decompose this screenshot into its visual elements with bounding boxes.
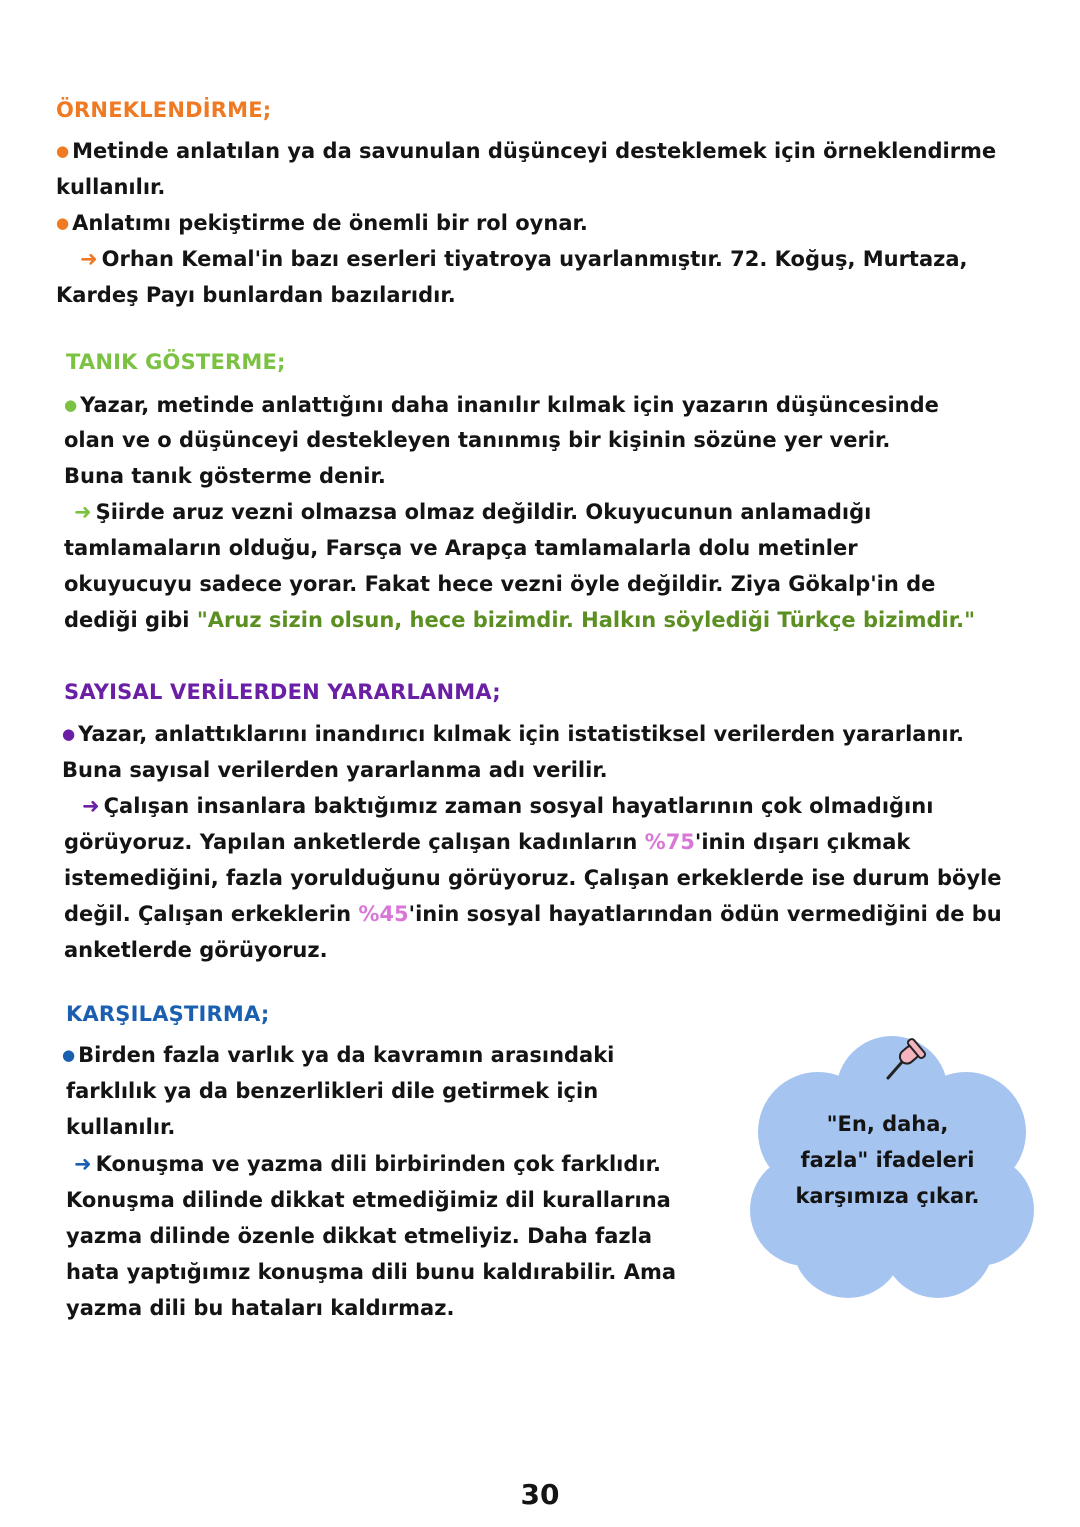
bullet-icon: ● [64, 396, 78, 414]
arrow-right-icon: ➜ [82, 794, 100, 818]
tanik-example: ➜ Şiirde aruz vezni olmazsa olmaz değildir. Okuyucunun anlamadığı [74, 500, 872, 524]
orneklendirme-bullet-2: ● Anlatımı pekiştirme de önemli bir rol oynar. [56, 211, 588, 235]
arrow-right-icon: ➜ [80, 247, 98, 271]
cloud-note-line-1: "En, daha, [826, 1112, 949, 1136]
heading-karsilastirma: KARŞILAŞTIRMA; [66, 1002, 270, 1026]
quote-text: "Aruz sizin olsun, hece bizimdir. Halkın söylediği Türkçe bizimdir." [196, 608, 976, 632]
bullet-icon: ● [62, 725, 76, 743]
orneklendirme-example-cont: Kardeş Payı bunlardan bazılarıdır. [56, 283, 456, 307]
heading-tanik-gosterme: TANIK GÖSTERME; [66, 350, 286, 374]
karsilastirma-example-cont-2: yazma dilinde özenle dikkat etmeliyiz. Daha fazla [66, 1224, 653, 1248]
karsilastirma-example: ➜ Konuşma ve yazma dili birbirinden çok farklıdır. [74, 1152, 661, 1176]
bullet-icon: ● [56, 214, 70, 232]
page-number: 30 [520, 1478, 560, 1511]
arrow-right-icon: ➜ [74, 1152, 92, 1176]
karsilastirma-bullet-cont-2: kullanılır. [66, 1115, 176, 1139]
karsilastirma-example-cont-1: Konuşma dilinde dikkat etmediğimiz dil kurallarına [66, 1188, 671, 1212]
bullet-icon: ● [56, 142, 70, 160]
sayisal-example-cont-3: değil. Çalışan erkeklerin %45'inin sosyal hayatlarından ödün vermediğini de bu [64, 902, 1002, 926]
sayisal-example: ➜ Çalışan insanlara baktığımız zaman sosyal hayatlarının çok olmadığını [82, 794, 934, 818]
sayisal-bullet: ● Yazar, anlattıklarını inandırıcı kılmak için istatistiksel verilerden yararlanır. [62, 722, 964, 746]
karsilastirma-example-cont-3: hata yaptığımız konuşma dili bunu kaldırabilir. Ama [66, 1260, 677, 1284]
heading-sayisal: SAYISAL VERİLERDEN YARARLANMA; [64, 680, 501, 704]
tanik-example-cont-2: okuyucuyu sadece yorar. Fakat hece vezni öyle değildir. Ziya Gökalp'in de [64, 572, 936, 596]
orneklendirme-bullet-1: ● Metinde anlatılan ya da savunulan düşünceyi desteklemek için örneklendirme [56, 139, 997, 163]
tanik-bullet-cont-2: Buna tanık gösterme denir. [64, 464, 386, 488]
percent-value: %45 [358, 902, 409, 926]
karsilastirma-example-cont-4: yazma dili bu hataları kaldırmaz. [66, 1296, 455, 1320]
sayisal-example-cont-1: görüyoruz. Yapılan anketlerde çalışan kadınların %75'inin dışarı çıkmak [64, 830, 911, 854]
tanik-bullet: ● Yazar, metinde anlattığını daha inanılır kılmak için yazarın düşüncesinde [64, 393, 939, 417]
orneklendirme-example: ➜ Orhan Kemal'in bazı eserleri tiyatroya uyarlanmıştır. 72. Koğuş, Murtaza, [80, 247, 968, 271]
orneklendirme-bullet-1-cont: kullanılır. [56, 175, 166, 199]
sayisal-example-cont-2: istemediğini, fazla yorulduğunu görüyoruz. Çalışan erkeklerde ise durum böyle [64, 866, 1002, 890]
tanik-example-cont-1: tamlamaların olduğu, Farsça ve Arapça tamlamalarla dolu metinler [64, 536, 858, 560]
heading-orneklendirme: ÖRNEKLENDİRME; [56, 98, 272, 122]
sayisal-example-cont-4: anketlerde görüyoruz. [64, 938, 328, 962]
tanik-example-quote-line: dediği gibi "Aruz sizin olsun, hece bizimdir. Halkın söylediği Türkçe bizimdir." [64, 608, 976, 632]
karsilastirma-bullet: ● Birden fazla varlık ya da kavramın arasındaki [62, 1043, 615, 1067]
cloud-note-line-2: fazla" ifadeleri [800, 1148, 975, 1172]
sayisal-bullet-cont: Buna sayısal verilerden yararlanma adı verilir. [62, 758, 608, 782]
percent-value: %75 [644, 830, 695, 854]
cloud-note-line-3: karşımıza çıkar. [795, 1184, 980, 1208]
bullet-icon: ● [62, 1046, 76, 1064]
karsilastirma-bullet-cont-1: farklılık ya da benzerlikleri dile getirmek için [66, 1079, 599, 1103]
arrow-right-icon: ➜ [74, 500, 92, 524]
tanik-bullet-cont-1: olan ve o düşünceyi destekleyen tanınmış bir kişinin sözüne yer verir. [64, 428, 891, 452]
pushpin-icon [882, 1034, 932, 1082]
